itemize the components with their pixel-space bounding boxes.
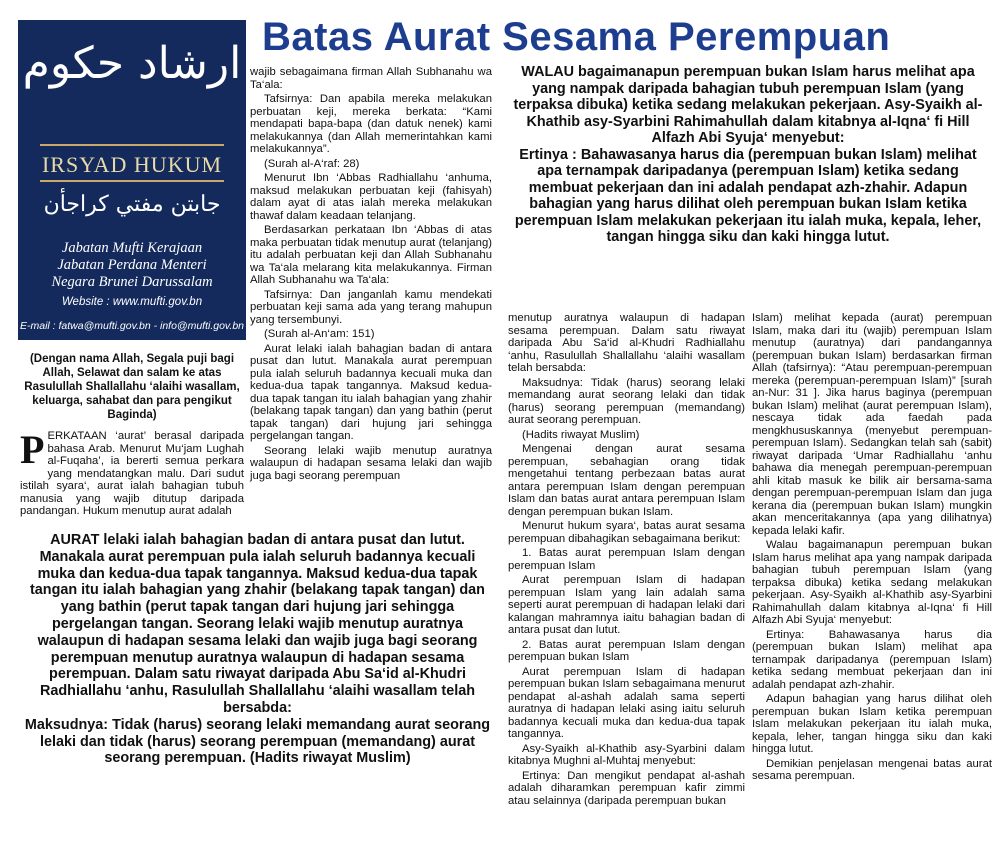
paragraph: Aurat perempuan Islam di hadapan perempuan bukan Islam sebagaimana menurut pendapat al-ashah adalah sama seperti auratnya di hadapan lelaki asing iaitu seluruh badannya kecuali muka dan kedua-dua tapak tangannya.: [508, 665, 745, 740]
paragraph: Aurat perempuan Islam di hadapan perempuan Islam yang lain adalah sama seperti aurat perempuan di hadapan lelaki dari kalangan mahramnya iaitu bahagian badan di antara pusat dan lutut.: [508, 574, 745, 636]
paragraph: Ertinya: Bahawasanya harus dia (perempuan bukan Islam) melihat apa ternampak daripadanya (perempuan Islam) ketika sedang membuat pekerjaan dan ini adalah pendapat azh-zhahir.: [752, 628, 992, 691]
paragraph: Demikian penjelasan mengenai batas aurat sesama perempuan.: [752, 757, 992, 782]
article-title: Batas Aurat Sesama Perempuan: [262, 15, 891, 59]
pull-quote-paragraph: WALAU bagaimanapun perempuan bukan Islam harus melihat apa yang nampak daripada bahagian tubuh perempuan Islam (yang terpaksa dibuka) ketika sedang melakukan pekerjaan. Asy-Syaikh al-Khathib asy-Syarbini Rahimahullah dalam kitabnya al-Iqna‘ fi Hill Alfazh Abi Syuja‘ menyebut:: [513, 64, 983, 146]
paragraph: (Surah al-An‘am: 151): [264, 328, 375, 340]
paragraph: menutup auratnya walaupun di hadapan sesama perempuan. Dalam satu riwayat daripada Abu Sa‘id al-Khudri Radhiallahu ‘anhu, Rasulullah Shallallahu ‘alaihi wasallam telah bersabda:: [508, 312, 745, 374]
pull-quote-paragraph: Maksudnya: Tidak (harus) seorang lelaki memandang aurat seorang lelaki dan tidak (harus) seorang perempuan (memandang) aurat seorang perempuan. (Hadits riwayat Muslim): [24, 716, 491, 767]
paragraph: Mengenai dengan aurat sesama perempuan, sebahagian orang tidak mengetahui tentang perbezaan batas aurat antara perempuan Islam dengan perempuan Islam dan batas aurat antara perempuan Islam dengan perempuan bukan Islam.: [508, 443, 745, 518]
column-4: [752, 312, 992, 785]
paragraph: Walau bagaimanapun perempuan bukan Islam harus melihat apa yang nampak daripada bahagian tubuh perempuan Islam (yang terpaksa dibuka) ketika sedang melakukan pekerjaan. Asy-Syaikh al-Khathib asy-Syarbini Rahimahullah dalam kitabnya al-Iqna‘ fi Hill Alfazh Abi Syuja‘ menyebut:: [752, 539, 992, 626]
pull-quote-paragraph: Ertinya : Bahawasanya harus dia (perempuan bukan Islam) melihat apa ternampak daripadanya (perempuan Islam) ketika sedang membuat pekerjaan dan ini adalah pendapat azh-zhahir. Adapun bahagian yang harus dilihat oleh perempuan bukan Islam ketika perempuan Islam melakukan pekerjaan itu ialah muka, kepala, leher, tangan hingga siku dan kaki hingga lutut.: [514, 146, 982, 245]
dept-line: Jabatan Perdana Menteri: [57, 257, 207, 273]
column-2: [250, 66, 492, 484]
paragraph: Menurut hukum syara‘, batas aurat sesama perempuan dibahagikan sebagaimana berikut:: [508, 520, 745, 545]
logo-arabic-dept: جابتن مفتي كراجأن: [43, 192, 221, 217]
logo-calligraphy: ارشاد حكوم: [22, 38, 242, 89]
paragraph: Aurat lelaki ialah bahagian badan di antara pusat dan lutut. Manakala aurat perempuan pula ialah seluruh badannya kecuali muka dan kedua-dua tapak tangannya. Maksud kedua-dua tapak tangan itu ialah bahagian yang zhahir (belakang tapak tangan) dan yang bathin (perut tapak tangan) dari hujung jari sehingga pergelangan tangan.: [250, 342, 492, 442]
paragraph: (Surah al-A‘raf: 28): [264, 157, 360, 170]
paragraph: Tafsirnya: Dan janganlah kamu mendekati perbuatan keji sama ada yang terang mahupun yang tersembunyi.: [250, 288, 492, 326]
paragraph: Adapun bahagian yang harus dilihat oleh perempuan bukan Islam ketika perempuan Islam melakukan pekerjaan itu ialah muka, kepala, leher, tangan hingga siku dan kaki hingga lutut.: [752, 693, 992, 755]
paragraph: Islam) melihat kepada (aurat) perempuan Islam, maka dari itu (wajib) perempuan Islam menutup (auratnya) dari pandangannya (perempuan bukan Islam) berdasarkan firman Allah (tafsirnya): “Atau perempuan-perempuan mereka (perempuan-perempuan Islam)” [surah an-Nur: 31 ]. Jika harus baginya (perempuan bukan Islam) melihat (aurat perempuan Islam), nescaya tidak ada faedah pada mengkhususkannya (menyebut perempuan-perempuan Islam). Sedangkan telah sah (sabit) riwayat daripada ‘Umar Radhiallahu ‘anhu bahawa dia menegah perempuan-perempuan ahli kitab masuk ke bilik air bersama-sama dengan perempuan-perempuan Islam dan juga kerana dia (perempuan bukan Islam) mungkin akan menceritakannya (apa yang dilihatnya) kepada lelaki kafir.: [752, 312, 992, 537]
logo-panel: [18, 20, 246, 340]
paragraph: 1. Batas aurat perempuan Islam dengan perempuan Islam: [508, 547, 745, 572]
column-3: [508, 312, 745, 809]
dept-line: Jabatan Mufti Kerajaan: [61, 240, 203, 256]
pull-quote-paragraph: AURAT lelaki ialah bahagian badan di antara pusat dan lutut. Manakala aurat perempuan pula ialah seluruh badannya kecuali muka dan kedua-dua tapak tangannya. Maksud kedua-dua tapak tangan itu ialah bahagian yang zhahir (belakang tapak tangan) dan yang bathin (perut tapak tangan dari hujung jari sehingga pergelangan tangan. Seorang lelaki wajib menutup auratnya walaupun di hadapan sesama lelaki dan wajib juga bagi seorang perempuan menutup auratnya walaupun di hadapan sesama perempuan. Dalam satu riwayat daripada Abu Sa‘id al-Khudri Radhiallahu ‘anhu, Rasulullah Shallallahu ‘alaihi wasallam telah bersabda:: [30, 532, 485, 716]
opening-caption: (Dengan nama Allah, Segala puji bagi Allah, Selawat dan salam ke atas Rasulullah Shallallahu ‘alaihi wasallam, keluarga, sahabat dan para pengikut Baginda): [24, 353, 240, 421]
pull-quote-bottom: [20, 532, 495, 767]
logo-email: E-mail : fatwa@mufti.gov.bn - info@mufti.gov.bn: [19, 320, 244, 332]
dept-line: Negara Brunei Darussalam: [51, 274, 213, 290]
paragraph: Maksudnya: Tidak (harus) seorang lelaki memandang aurat seorang lelaki dan tidak (harus) seorang perempuan (memandang) aurat seorang perempuan.: [508, 376, 745, 426]
logo-brand: IRSYAD HUKUM: [41, 152, 223, 177]
paragraph: Ertinya: Dan mengikut pendapat al-ashah adalah diharamkan perempuan kafir zimmi atau selainnya (daripada perempuan bukan: [508, 769, 745, 807]
paragraph: 2. Batas aurat perempuan Islam dengan perempuan bukan Islam: [508, 638, 745, 663]
logo-website: Website : www.mufti.gov.bn: [61, 296, 203, 308]
paragraph: wajib sebagaimana firman Allah Subhanahu wa Ta‘ala:: [250, 66, 492, 91]
logo-divider: [40, 144, 224, 146]
paragraph: Menurut Ibn ‘Abbas Radhiallahu ‘anhuma, maksud melakukan perbuatan keji (fahisyah) dalam ayat di atas ialah mereka melakukan thawaf dalam keadaan telanjang.: [250, 172, 492, 222]
paragraph: (Hadits riwayat Muslim): [522, 428, 640, 441]
paragraph: Tafsirnya: Dan apabila mereka melakukan perbuatan keji, mereka berkata: “Kami mendapati bapa-bapa (dan datuk nenek) kami melakukannya (dan Allah memerintahkan kami melakukannya”.: [250, 93, 492, 155]
pull-quote-top: [508, 64, 988, 246]
intro-text: ERKATAAN ‘aurat’ berasal daripada bahasa Arab. Menurut Mu‘jam Lughah al-Fuqaha’, ia bererti semua perkara yang mendatangkan malu. Dari sudut istilah syara‘, aurat ialah bahagian tubuh manusia yang wajib ditutup daripada pandangan. Hukum menutup aurat adalah: [20, 430, 244, 517]
paragraph: Asy-Syaikh al-Khathib asy-Syarbini dalam kitabnya Mughni al-Muhtaj menyebut:: [508, 742, 745, 767]
paragraph: Berdasarkan perkataan Ibn ‘Abbas di atas maka perbuatan tidak menutup aurat (telanjang) itu adalah perbuatan keji dan Allah Subhanahu wa Ta‘ala melarang kita melakukannya. Firman Allah Subhanahu wa Ta‘ala:: [250, 224, 492, 286]
drop-cap: P: [20, 427, 45, 472]
logo-dept-lines: [18, 240, 246, 291]
column-1: [20, 427, 244, 520]
logo-divider: [40, 180, 224, 182]
paragraph: Seorang lelaki wajib menutup auratnya walaupun di hadapan sesama lelaki dan wajib juga bagi seorang perempuan: [250, 444, 492, 482]
